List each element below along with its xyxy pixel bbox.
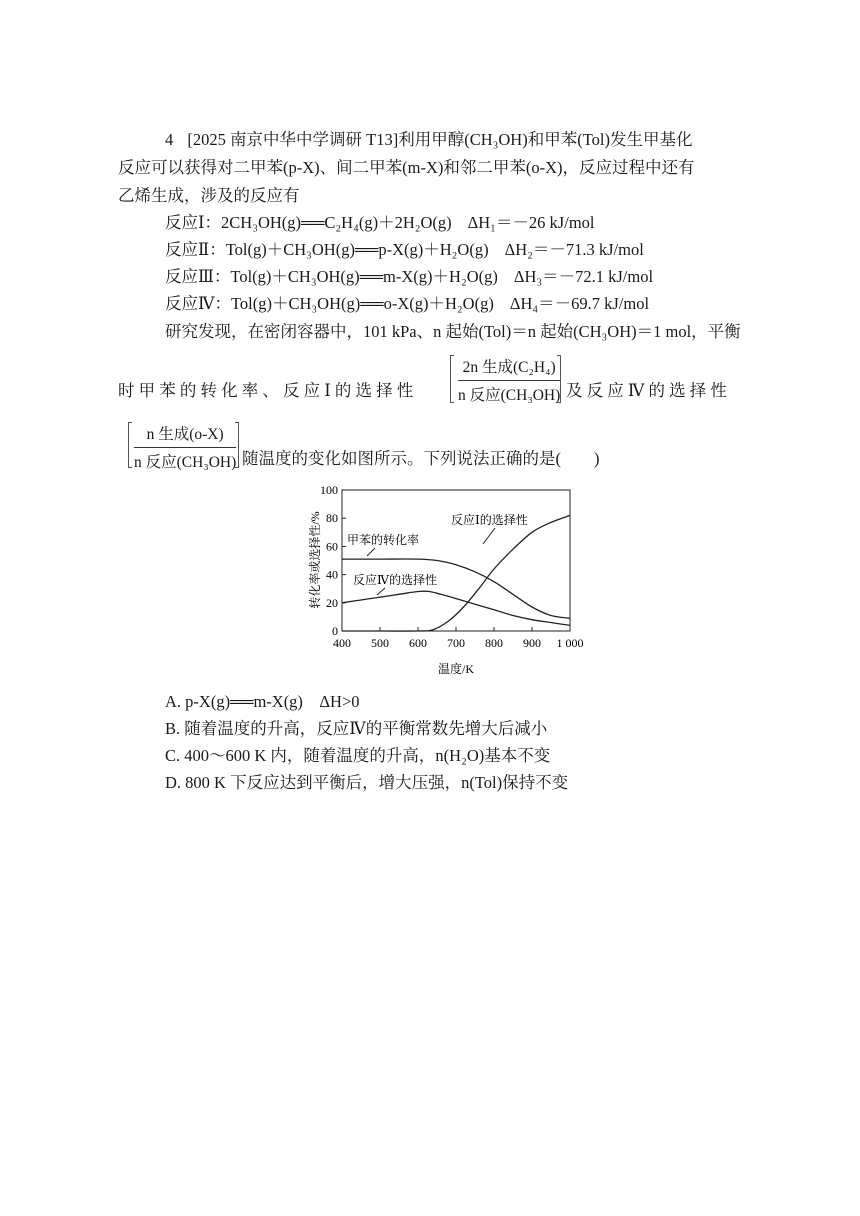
y-tick-label: 40: [326, 567, 338, 582]
question-stem-1: 利用甲醇(CH₃OH)和甲苯(Tol)发生甲基化: [398, 130, 693, 149]
annotation-label: 反应Ⅰ的选择性: [451, 513, 528, 527]
selectivity-1-fraction: [452, 355, 566, 405]
reaction-enthalpy: ΔH₁＝－26 kJ/mol: [467, 213, 595, 232]
x-tick-label: 600: [409, 636, 427, 650]
question-stem-2: 反应可以获得对二甲苯(p-X)、间二甲苯(m-X)和邻二甲苯(o-X)，反应过程中还有: [118, 158, 695, 177]
series-line-1: [342, 559, 570, 618]
question-source: [2025 南京中华中学调研 T13]: [187, 130, 399, 149]
reaction-enthalpy: ΔH₃＝－72.1 kJ/mol: [513, 267, 654, 286]
option-d[interactable]: D. 800 K 下反应达到平衡后，增大压强，n(Tol)保持不变: [165, 773, 569, 792]
reaction-equation: 2CH₃OH(g)══C₂H₄(g)＋2H₂O(g): [221, 213, 452, 232]
reaction-label: 反应Ⅳ：: [165, 294, 231, 313]
option-c[interactable]: C. 400～600 K 内，随着温度的升高，n(H₂O)基本不变: [165, 746, 551, 765]
reaction-2: [165, 240, 644, 260]
fraction-bar: [134, 447, 236, 448]
y-tick-label: 0: [332, 624, 338, 638]
research-line-2a: 时 甲 苯 的 转 化 率 、 反 应 Ⅰ 的 选 择 性: [118, 381, 414, 400]
research-line-2b: 及 反 应 Ⅳ 的 选 择 性: [566, 381, 727, 400]
x-axis-label: 温度/K: [437, 662, 475, 676]
reaction-equation: Tol(g)＋CH₃OH(g)══m-X(g)＋H₂O(g): [230, 267, 498, 286]
annotation-leader: [377, 588, 385, 595]
x-tick-label: 500: [371, 636, 389, 650]
reaction-1: [165, 213, 594, 233]
y-tick-label: 60: [326, 539, 338, 554]
bracket-right: [235, 422, 239, 468]
option-b[interactable]: B. 随着温度的升高，反应Ⅳ的平衡常数先增大后减小: [165, 719, 548, 738]
reaction-equation: Tol(g)＋CH₃OH(g)══p-X(g)＋H₂O(g): [225, 240, 489, 259]
y-axis-label: 转化率或选择性/%: [308, 511, 322, 609]
y-tick-label: 100: [320, 483, 338, 497]
y-tick-label: 20: [326, 595, 338, 610]
reaction-enthalpy: ΔH₄＝－69.7 kJ/mol: [509, 294, 650, 313]
series-line-3: [342, 591, 570, 625]
reaction-label: 反应Ⅱ：: [165, 240, 226, 259]
x-tick-label: 700: [447, 636, 465, 650]
fraction-bar: [458, 380, 560, 381]
research-line-3: 随温度的变化如图所示。下列说法正确的是( ): [242, 449, 600, 468]
question-number: 4: [165, 130, 174, 149]
x-tick-label: 900: [523, 636, 541, 650]
fraction-numerator: 2n 生成(C₂H₄): [462, 359, 556, 376]
fraction-numerator: n 生成(o-X): [146, 426, 224, 443]
annotation-label: 反应Ⅳ的选择性: [353, 573, 437, 587]
fraction-denominator: n 反应(CH₃OH): [458, 387, 561, 404]
reaction-equation: Tol(g)＋CH₃OH(g)══o-X(g)＋H₂O(g): [230, 294, 494, 313]
research-line-1: 研究发现，在密闭容器中，101 kPa、n 起始(Tol)＝n 起始(CH₃OH)＝1 mol，平衡: [165, 322, 741, 341]
chart-annotations: [347, 512, 528, 595]
annotation-leader: [367, 548, 375, 556]
annotation-label: 甲苯的转化率: [347, 533, 420, 547]
x-tick-label: 1 000: [556, 636, 584, 650]
reaction-enthalpy: ΔH₂＝－71.3 kJ/mol: [504, 240, 644, 259]
y-tick-label: 80: [326, 511, 338, 526]
temperature-chart: [295, 478, 595, 678]
plot-frame: [342, 490, 570, 631]
option-a[interactable]: A. p-X(g)══m-X(g) ΔH>0: [165, 692, 360, 711]
question-stem-3: 乙烯生成，涉及的反应有: [118, 186, 300, 205]
fraction-denominator: n 反应(CH₃OH): [134, 454, 237, 471]
selectivity-4-fraction: [128, 422, 242, 472]
reaction-4: [165, 294, 649, 314]
x-tick-label: 800: [485, 636, 503, 650]
bracket-right: [557, 355, 561, 403]
reaction-3: [165, 267, 653, 287]
reaction-label: 反应Ⅰ：: [165, 213, 222, 232]
x-tick-label: 400: [333, 636, 351, 650]
reaction-label: 反应Ⅲ：: [165, 267, 231, 286]
annotation-leader: [483, 528, 495, 544]
question-header: [165, 130, 692, 150]
